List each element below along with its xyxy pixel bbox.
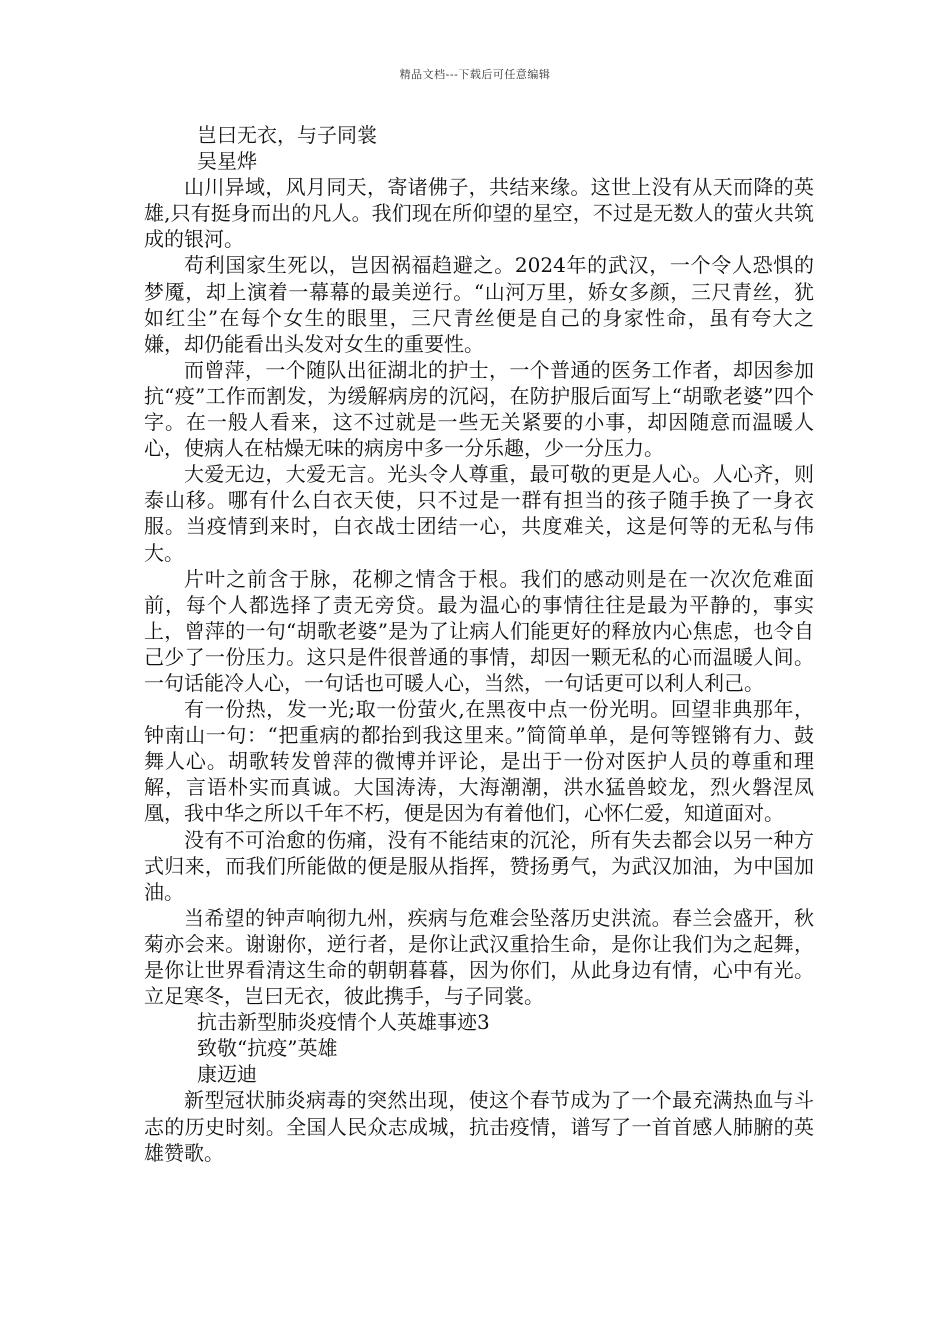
essay-author: 康迈迪 bbox=[197, 1062, 257, 1087]
body-paragraph: 有一份热，发一光;取一份萤火,在黑夜中点一份光明。回望非典那年，钟南山一句：“把重病的都抬到我这里来。”简简单单，是何等铿锵有力、鼓舞人心。胡歌转发曾萍的微博并评论，是出于一份对医护人员的尊重和理解，言语朴实而真诚。大国涛涛，大海潮潮，洪水猛兽蛟龙，烈火磐涅凤凰，我中华之所以千年不朽，便是因为有着他们，心怀仁爱，知道面对。 bbox=[144, 697, 814, 826]
body-paragraph: 新型冠状肺炎病毒的突然出现，使这个春节成为了一个最充满热血与斗志的历史时刻。全国人民众志成城，抗击疫情，谱写了一首首感人肺腑的英雄赞歌。 bbox=[144, 1088, 814, 1165]
body-paragraph: 没有不可治愈的伤痛，没有不能结束的沉沦，所有失去都会以另一种方式归来，而我们所能做的便是服从指挥，赞扬勇气，为武汉加油，为中国加油。 bbox=[144, 827, 814, 904]
body-paragraph: 而曾萍，一个随队出征湖北的护士，一个普通的医务工作者，却因参加抗“疫”工作而割发，为缓解病房的沉闷，在防护服后面写上“胡歌老婆”四个字。在一般人看来，这不过就是一些无关紧要的小事，却因随意而温暖人心，使病人在枯燥无味的病房中多一分乐趣，少一分压力。 bbox=[144, 357, 814, 461]
page-header: 精品文档---下载后可任意编辑 bbox=[399, 68, 551, 81]
body-paragraph: 当希望的钟声响彻九州，疾病与危难会坠落历史洪流。春兰会盛开，秋菊亦会来。谢谢你，逆行者，是你让武汉重拾生命，是你让我们为之起舞，是你让世界看清这生命的朝朝暮暮，因为你们，从此身边有情，心中有光。立足寒冬，岂曰无衣，彼此携手，与子同裳。 bbox=[144, 905, 814, 1009]
essay-title: 岂曰无衣，与子同裳 bbox=[197, 123, 377, 147]
body-paragraph: 苟利国家生死以，岂因祸福趋避之。2024年的武汉，一个令人恐惧的梦魇，却上演着一幕幕的最美逆行。“山河万里，娇女多颜，三尺青丝，犹如红尘”在每个女生的眼里，三尺青丝便是自己的身家性命，虽有夸大之嫌，却仍能看出头发对女生的重要性。 bbox=[144, 253, 814, 356]
section-heading: 抗击新型肺炎疫情个人英雄事迹3 bbox=[197, 1010, 490, 1035]
body-paragraph: 片叶之前含于脉，花柳之情含于根。我们的感动则是在一次次危难面前，每个人都选择了责无旁贷。最为温心的事情往往是最为平静的，事实上，曾萍的一句“胡歌老婆”是为了让病人们能更好的释放内心焦虑，也令自己少了一份压力。这只是件很普通的事情，却因一颗无私的心而温暖人间。一句话能冷人心，一句话也可暖人心，当然，一句话更可以利人利己。 bbox=[144, 566, 814, 695]
body-paragraph: 山川异域，风月同天，寄诸佛子，共结来缘。这世上没有从天而降的英雄,只有挺身而出的凡人。我们现在所仰望的星空，不过是无数人的萤火共筑成的银河。 bbox=[144, 175, 814, 252]
essay-title: 致敬“抗疫”英雄 bbox=[197, 1036, 338, 1061]
document-body bbox=[144, 122, 814, 1166]
essay-author: 吴星烨 bbox=[197, 149, 257, 174]
body-paragraph: 大爱无边，大爱无言。光头令人尊重，最可敬的更是人心。人心齐，则泰山移。哪有什么白衣天使，只不过是一群有担当的孩子随手换了一身衣服。当疫情到来时，白衣战士团结一心，共度难关，这是何等的无私与伟大。 bbox=[144, 462, 814, 565]
